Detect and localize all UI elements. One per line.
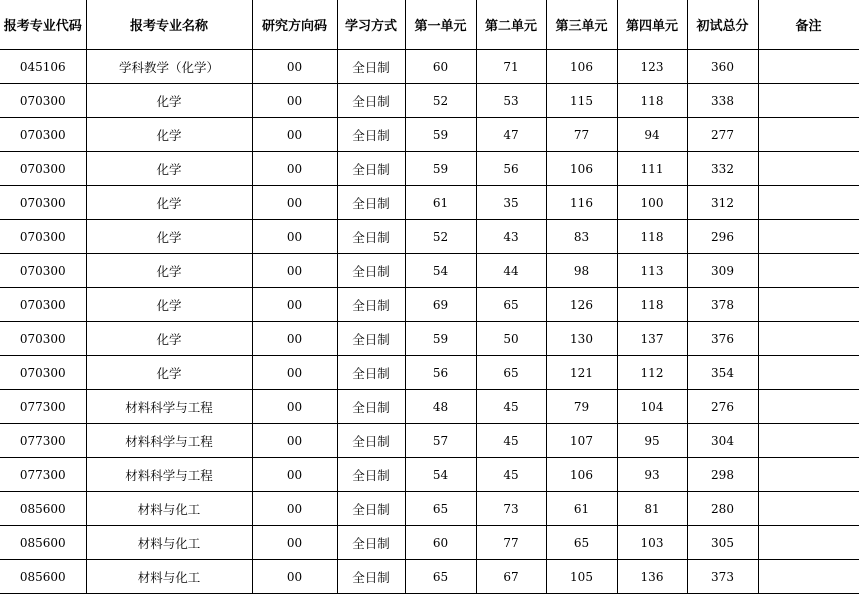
cell-remarks <box>758 526 859 560</box>
cell-unit-1-score: 48 <box>405 390 476 424</box>
header-study-mode: 学习方式 <box>337 0 405 50</box>
cell-unit-1-score: 61 <box>405 186 476 220</box>
cell-unit-4-score: 118 <box>617 220 687 254</box>
cell-unit-3-score: 83 <box>546 220 617 254</box>
cell-unit-3-score: 116 <box>546 186 617 220</box>
table-row <box>0 458 859 492</box>
table-row <box>0 254 859 288</box>
cell-unit-1-score: 60 <box>405 526 476 560</box>
cell-major-code: 070300 <box>0 254 86 288</box>
cell-study-mode: 全日制 <box>337 560 405 594</box>
table-row <box>0 50 859 84</box>
table-row <box>0 526 859 560</box>
cell-major-code: 070300 <box>0 322 86 356</box>
cell-unit-4-score: 112 <box>617 356 687 390</box>
cell-unit-2-score: 35 <box>476 186 546 220</box>
cell-research-direction-code: 00 <box>252 492 337 526</box>
cell-unit-4-score: 111 <box>617 152 687 186</box>
cell-major-name: 化学 <box>86 254 252 288</box>
cell-unit-1-score: 60 <box>405 50 476 84</box>
cell-unit-2-score: 53 <box>476 84 546 118</box>
cell-total-score: 280 <box>687 492 758 526</box>
cell-major-name: 化学 <box>86 220 252 254</box>
cell-major-name: 化学 <box>86 118 252 152</box>
cell-unit-3-score: 105 <box>546 560 617 594</box>
cell-remarks <box>758 186 859 220</box>
cell-total-score: 309 <box>687 254 758 288</box>
cell-remarks <box>758 560 859 594</box>
cell-unit-3-score: 106 <box>546 458 617 492</box>
cell-unit-3-score: 126 <box>546 288 617 322</box>
header-unit-2: 第二单元 <box>476 0 546 50</box>
table-row <box>0 288 859 322</box>
cell-research-direction-code: 00 <box>252 458 337 492</box>
cell-unit-2-score: 56 <box>476 152 546 186</box>
cell-major-code: 045106 <box>0 50 86 84</box>
cell-unit-2-score: 71 <box>476 50 546 84</box>
table-row <box>0 118 859 152</box>
cell-remarks <box>758 288 859 322</box>
cell-study-mode: 全日制 <box>337 356 405 390</box>
cell-study-mode: 全日制 <box>337 492 405 526</box>
cell-unit-2-score: 45 <box>476 458 546 492</box>
cell-total-score: 378 <box>687 288 758 322</box>
cell-research-direction-code: 00 <box>252 152 337 186</box>
table-row <box>0 84 859 118</box>
cell-unit-4-score: 95 <box>617 424 687 458</box>
cell-remarks <box>758 322 859 356</box>
cell-unit-2-score: 77 <box>476 526 546 560</box>
cell-total-score: 354 <box>687 356 758 390</box>
cell-unit-1-score: 57 <box>405 424 476 458</box>
cell-unit-1-score: 54 <box>405 254 476 288</box>
cell-unit-1-score: 59 <box>405 152 476 186</box>
cell-major-code: 085600 <box>0 492 86 526</box>
table-row <box>0 492 859 526</box>
cell-unit-2-score: 65 <box>476 356 546 390</box>
cell-unit-1-score: 52 <box>405 84 476 118</box>
cell-unit-2-score: 67 <box>476 560 546 594</box>
cell-major-code: 070300 <box>0 288 86 322</box>
cell-remarks <box>758 254 859 288</box>
cell-unit-3-score: 130 <box>546 322 617 356</box>
cell-study-mode: 全日制 <box>337 220 405 254</box>
cell-research-direction-code: 00 <box>252 356 337 390</box>
cell-remarks <box>758 424 859 458</box>
cell-unit-3-score: 79 <box>546 390 617 424</box>
table-row <box>0 424 859 458</box>
cell-total-score: 276 <box>687 390 758 424</box>
cell-unit-2-score: 50 <box>476 322 546 356</box>
cell-research-direction-code: 00 <box>252 390 337 424</box>
cell-unit-3-score: 98 <box>546 254 617 288</box>
cell-unit-4-score: 100 <box>617 186 687 220</box>
table-row <box>0 152 859 186</box>
cell-unit-3-score: 77 <box>546 118 617 152</box>
cell-unit-3-score: 106 <box>546 50 617 84</box>
cell-unit-1-score: 65 <box>405 492 476 526</box>
cell-research-direction-code: 00 <box>252 186 337 220</box>
cell-total-score: 277 <box>687 118 758 152</box>
cell-remarks <box>758 84 859 118</box>
table-row <box>0 322 859 356</box>
cell-major-code: 077300 <box>0 390 86 424</box>
cell-major-name: 材料与化工 <box>86 560 252 594</box>
cell-major-name: 化学 <box>86 356 252 390</box>
table-row <box>0 186 859 220</box>
cell-research-direction-code: 00 <box>252 288 337 322</box>
cell-remarks <box>758 356 859 390</box>
cell-research-direction-code: 00 <box>252 118 337 152</box>
cell-unit-4-score: 113 <box>617 254 687 288</box>
cell-major-name: 材料科学与工程 <box>86 458 252 492</box>
cell-major-code: 070300 <box>0 356 86 390</box>
cell-total-score: 296 <box>687 220 758 254</box>
cell-research-direction-code: 00 <box>252 50 337 84</box>
cell-unit-1-score: 54 <box>405 458 476 492</box>
cell-major-code: 077300 <box>0 424 86 458</box>
cell-unit-1-score: 52 <box>405 220 476 254</box>
cell-study-mode: 全日制 <box>337 526 405 560</box>
cell-major-code: 070300 <box>0 220 86 254</box>
cell-major-code: 085600 <box>0 560 86 594</box>
cell-study-mode: 全日制 <box>337 288 405 322</box>
cell-remarks <box>758 152 859 186</box>
cell-study-mode: 全日制 <box>337 50 405 84</box>
cell-study-mode: 全日制 <box>337 186 405 220</box>
cell-major-name: 化学 <box>86 84 252 118</box>
cell-unit-4-score: 136 <box>617 560 687 594</box>
header-major-name: 报考专业名称 <box>86 0 252 50</box>
cell-major-name: 化学 <box>86 186 252 220</box>
header-unit-1: 第一单元 <box>405 0 476 50</box>
cell-unit-4-score: 93 <box>617 458 687 492</box>
cell-research-direction-code: 00 <box>252 220 337 254</box>
cell-unit-3-score: 121 <box>546 356 617 390</box>
cell-study-mode: 全日制 <box>337 424 405 458</box>
header-research-direction-code: 研究方向码 <box>252 0 337 50</box>
cell-study-mode: 全日制 <box>337 84 405 118</box>
cell-unit-4-score: 81 <box>617 492 687 526</box>
cell-total-score: 373 <box>687 560 758 594</box>
cell-research-direction-code: 00 <box>252 254 337 288</box>
cell-unit-1-score: 65 <box>405 560 476 594</box>
cell-total-score: 332 <box>687 152 758 186</box>
cell-study-mode: 全日制 <box>337 458 405 492</box>
cell-unit-1-score: 56 <box>405 356 476 390</box>
cell-total-score: 304 <box>687 424 758 458</box>
cell-research-direction-code: 00 <box>252 424 337 458</box>
cell-unit-2-score: 44 <box>476 254 546 288</box>
cell-major-code: 085600 <box>0 526 86 560</box>
cell-total-score: 305 <box>687 526 758 560</box>
cell-unit-3-score: 115 <box>546 84 617 118</box>
cell-research-direction-code: 00 <box>252 560 337 594</box>
cell-unit-3-score: 107 <box>546 424 617 458</box>
cell-major-name: 材料科学与工程 <box>86 424 252 458</box>
cell-major-code: 070300 <box>0 152 86 186</box>
cell-unit-2-score: 65 <box>476 288 546 322</box>
cell-total-score: 298 <box>687 458 758 492</box>
cell-major-name: 材料与化工 <box>86 492 252 526</box>
cell-total-score: 312 <box>687 186 758 220</box>
cell-unit-2-score: 43 <box>476 220 546 254</box>
cell-major-code: 070300 <box>0 118 86 152</box>
table-body <box>0 50 859 594</box>
cell-major-name: 化学 <box>86 152 252 186</box>
cell-study-mode: 全日制 <box>337 254 405 288</box>
cell-research-direction-code: 00 <box>252 322 337 356</box>
cell-remarks <box>758 50 859 84</box>
cell-remarks <box>758 220 859 254</box>
cell-unit-2-score: 47 <box>476 118 546 152</box>
cell-unit-3-score: 106 <box>546 152 617 186</box>
cell-major-name: 化学 <box>86 322 252 356</box>
cell-unit-2-score: 45 <box>476 390 546 424</box>
cell-major-code: 077300 <box>0 458 86 492</box>
cell-study-mode: 全日制 <box>337 390 405 424</box>
cell-major-name: 材料科学与工程 <box>86 390 252 424</box>
cell-unit-1-score: 59 <box>405 322 476 356</box>
cell-unit-4-score: 104 <box>617 390 687 424</box>
cell-unit-1-score: 69 <box>405 288 476 322</box>
cell-study-mode: 全日制 <box>337 118 405 152</box>
cell-unit-3-score: 65 <box>546 526 617 560</box>
header-total-score: 初试总分 <box>687 0 758 50</box>
cell-unit-3-score: 61 <box>546 492 617 526</box>
cell-major-name: 学科教学（化学） <box>86 50 252 84</box>
cell-remarks <box>758 492 859 526</box>
cell-unit-1-score: 59 <box>405 118 476 152</box>
table-row <box>0 390 859 424</box>
cell-major-code: 070300 <box>0 84 86 118</box>
cell-remarks <box>758 118 859 152</box>
cell-unit-4-score: 103 <box>617 526 687 560</box>
cell-unit-4-score: 137 <box>617 322 687 356</box>
cell-unit-4-score: 123 <box>617 50 687 84</box>
cell-unit-4-score: 94 <box>617 118 687 152</box>
cell-study-mode: 全日制 <box>337 322 405 356</box>
header-unit-3: 第三单元 <box>546 0 617 50</box>
header-row <box>0 0 859 50</box>
cell-major-name: 材料与化工 <box>86 526 252 560</box>
cell-total-score: 360 <box>687 50 758 84</box>
header-major-code: 报考专业代码 <box>0 0 86 50</box>
cell-unit-4-score: 118 <box>617 288 687 322</box>
cell-remarks <box>758 458 859 492</box>
cell-research-direction-code: 00 <box>252 84 337 118</box>
cell-unit-2-score: 73 <box>476 492 546 526</box>
cell-total-score: 376 <box>687 322 758 356</box>
cell-unit-4-score: 118 <box>617 84 687 118</box>
cell-research-direction-code: 00 <box>252 526 337 560</box>
header-remarks: 备注 <box>758 0 859 50</box>
table-row <box>0 220 859 254</box>
cell-major-name: 化学 <box>86 288 252 322</box>
cell-unit-2-score: 45 <box>476 424 546 458</box>
header-unit-4: 第四单元 <box>617 0 687 50</box>
cell-remarks <box>758 390 859 424</box>
table-row <box>0 356 859 390</box>
cell-major-code: 070300 <box>0 186 86 220</box>
cell-total-score: 338 <box>687 84 758 118</box>
table-row <box>0 560 859 594</box>
cell-study-mode: 全日制 <box>337 152 405 186</box>
